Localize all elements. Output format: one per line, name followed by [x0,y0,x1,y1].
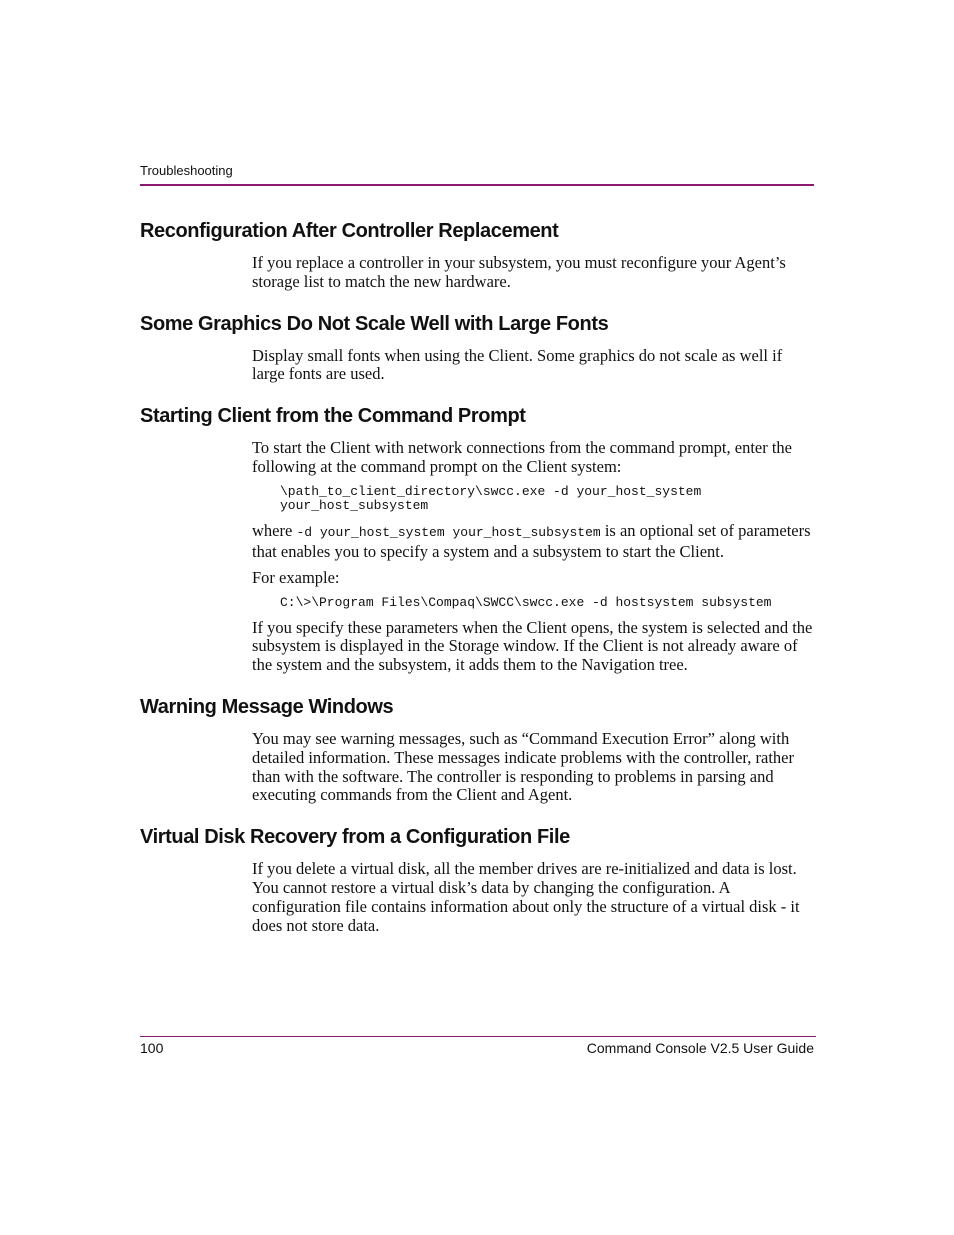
text: where [252,520,297,540]
section-heading-warning-windows: Warning Message Windows [140,696,394,719]
paragraph: If you specify these parameters when the Client opens, the system is selected and the subsystem is displayed in the Storage window. If the Client is not already aware of the system and the subsystem, it adds them to the Navigation tree. [252,617,813,675]
section-heading-graphics-scale: Some Graphics Do Not Scale Well with Large Fonts [140,312,609,335]
inline-code: -d your_host_system your_host_subsystem [296,524,601,540]
running-header: Troubleshooting [140,163,233,178]
paragraph: Display small fonts when using the Client. Some graphics do not scale as well if large fonts are used. [252,345,783,384]
page-number: 100 [140,1040,164,1056]
paragraph: For example: [252,568,340,588]
section-body-graphics-scale [252,347,814,385]
paragraph: You may see warning messages, such as “Command Execution Error” along with detailed information. These messages indicate problems with the controller, rather than with the software. The controller is responding to problems in parsing and executing commands from the Client and Agent. [252,729,794,805]
paragraph-where [252,522,814,562]
section-body-reconfiguration [252,254,814,292]
header-rule [140,184,814,186]
code-line: your_host_subsystem [280,498,429,514]
footer-rule [140,1036,816,1037]
section-heading-command-prompt: Starting Client from the Command Prompt [140,405,526,428]
paragraph: If you delete a virtual disk, all the member drives are re-initialized and data is lost. You cannot restore a virtual disk’s data by changing the configuration. A configuration file contains information about only the structure of a virtual disk - it does not store data. [252,859,800,935]
paragraph: If you replace a controller in your subsystem, you must reconfigure your Agent’s storage list to match the new hardware. [252,253,786,291]
guide-title: Command Console V2.5 User Guide [586,1040,814,1056]
section-body-warning-windows [252,730,814,805]
section-heading-reconfiguration: Reconfiguration After Controller Replacement [140,220,559,242]
page-content [140,216,814,935]
text: is an optional set of parameters that enables you to specify a system and a subsystem to start the Client. [252,520,811,561]
code-line: C:\>\Program Files\Compaq\SWCC\swcc.exe -d hostsystem subsystem [280,595,772,611]
section-body-virtual-disk-recovery [252,860,814,935]
section-body-command-prompt [252,439,814,675]
code-line: \path_to_client_directory\swcc.exe -d your_host_system [280,483,702,499]
section-heading-virtual-disk-recovery: Virtual Disk Recovery from a Configuration File [140,826,570,849]
paragraph: To start the Client with network connections from the command prompt, enter the following at the command prompt on the Client system: [252,438,793,476]
